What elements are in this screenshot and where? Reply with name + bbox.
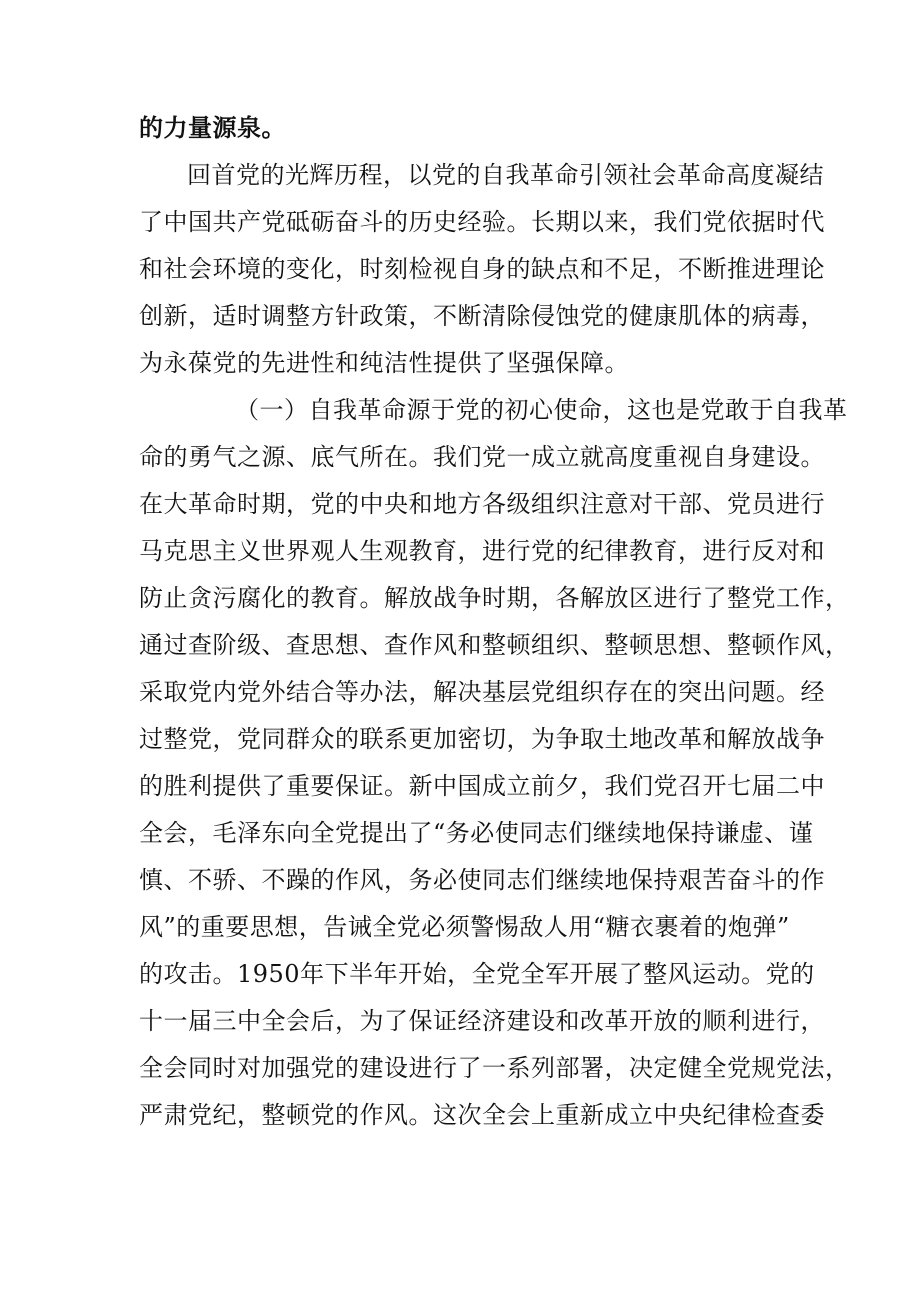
text-line: 严肃党纪，整顿党的作风。这次全会上重新成立中央纪律检查委 — [139, 1101, 825, 1129]
text-line: 采取党内党外结合等办法，解决基层党组织存在的突出问题。经 — [139, 678, 825, 706]
text-line: 的胜利提供了重要保证。新中国成立前夕，我们党召开七届二中 — [139, 772, 825, 800]
text-line: 通过查阶级、查思想、查作风和整顿组织、整顿思想、整顿作风， — [139, 631, 850, 659]
text-line: 和社会环境的变化，时刻检视自身的缺点和不足，不断推进理论 — [139, 255, 825, 283]
document-body — [139, 105, 850, 1139]
text-line: 在大革命时期，党的中央和地方各级组织注意对干部、党员进行 — [139, 490, 825, 518]
text-line: 为永葆党的先进性和纯洁性提供了坚强保障。 — [139, 349, 629, 377]
text-line: 的力量源泉。 — [139, 114, 286, 142]
text-line: 全会同时对加强党的建设进行了一系列部署，决定健全党规党法， — [139, 1054, 850, 1082]
text-line: 风”的重要思想，告诫全党必须警惕敌人用“糖衣裹着的炮弹” — [139, 913, 790, 941]
text-line: 慎、不骄、不躁的作风，务必使同志们继续地保持艰苦奋斗的作 — [139, 866, 825, 894]
text-line: 马克思主义世界观人生观教育，进行党的纪律教育，进行反对和 — [139, 537, 825, 565]
text-line: 回首党的光辉历程，以党的自我革命引领社会革命高度凝结 — [187, 161, 824, 189]
text-line: 过整党，党同群众的联系更加密切，为争取土地改革和解放战争 — [139, 725, 825, 753]
text-line: 命的勇气之源、底气所在。我们党一成立就高度重视自身建设。 — [139, 443, 825, 471]
text-line: 十一届三中全会后，为了保证经济建设和改革开放的顺利进行， — [139, 1007, 825, 1035]
text-line: （一）自我革命源于党的初心使命，这也是党敢于自我革 — [235, 396, 848, 424]
text-line: 防止贪污腐化的教育。解放战争时期，各解放区进行了整党工作， — [139, 584, 850, 612]
text-line: 全会，毛泽东向全党提出了“务必使同志们继续地保持谦虚、谨 — [139, 819, 814, 847]
text-line: 的攻击。1950年下半年开始，全党全军开展了整风运动。党的 — [139, 960, 815, 988]
text-line: 创新，适时调整方针政策，不断清除侵蚀党的健康肌体的病毒， — [139, 302, 825, 330]
text-line: 了中国共产党砥砺奋斗的历史经验。长期以来，我们党依据时代 — [139, 208, 825, 236]
